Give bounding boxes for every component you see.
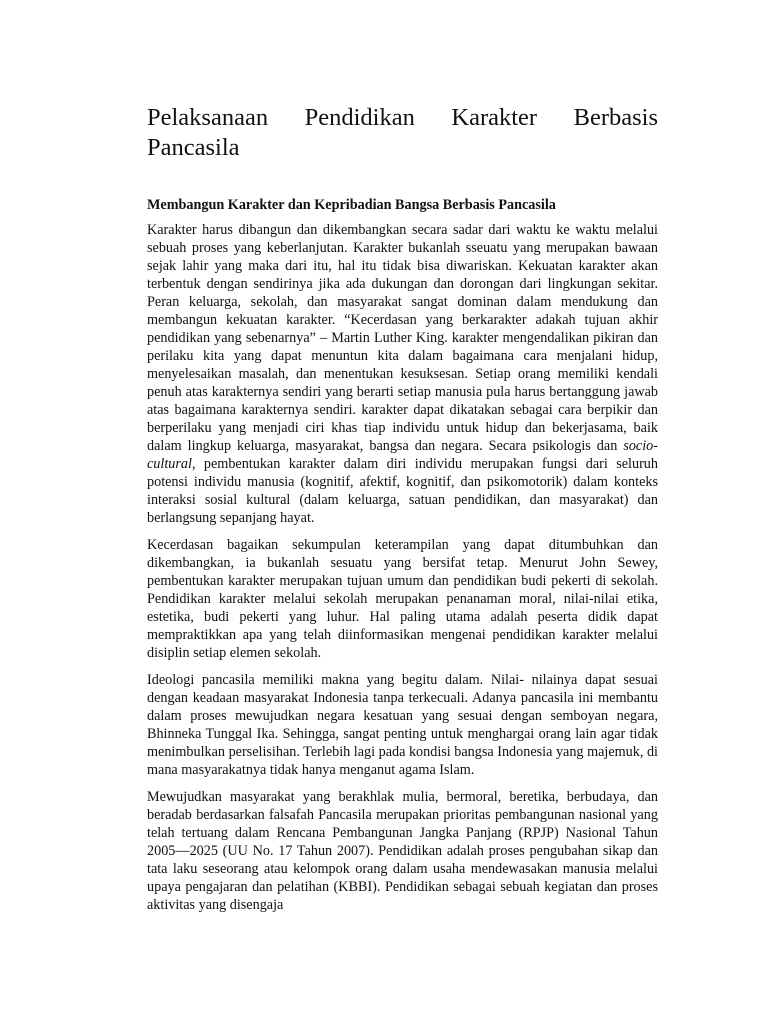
paragraph-1-text-end: , pembentukan karakter dalam diri individu merupakan fungsi dari seluruh potensi individu manusia (kognitif, afektif, kognitif, dan psikomotorik) dalam konteks interaksi sosial kultural (dalam keluarga, satuan pendidikan, dan masyarakat) dan berlangsung sepanjang hayat. (147, 456, 658, 526)
document-page (147, 103, 658, 923)
paragraph-4: Mewujudkan masyarakat yang berakhlak mulia, bermoral, beretika, berbudaya, dan beradab berdasarkan falsafah Pancasila merupakan prioritas pembangunan nasional yang telah tertuang dalam Rencana Pembangunan Jangka Panjang (RPJP) Nasional Tahun 2005—2025 (UU No. 17 Tahun 2007). Pendidikan adalah proses pengubahan sikap dan tata laku seseorang atau kelompok orang dalam usaha mendewasakan manusia melalui upaya pengajaran dan pelatihan (KBBI). Pendidikan sebagai sebuah kegiatan dan proses aktivitas yang disengaja (147, 789, 658, 913)
section-heading: Membangun Karakter dan Kepribadian Bangsa Berbasis Pancasila (147, 197, 556, 213)
paragraph-1-text-start: Karakter harus dibangun dan dikembangkan secara sadar dari waktu ke waktu melalui sebuah proses yang keberlanjutan. Karakter bukanlah sseuatu yang merupakan bawaan sejak lahir yang maka dari itu, hal itu tidak bisa diwariskan. Kekuatan karakter akan terbentuk dengan sendirinya jika ada dukungan dan dorongan dari lingkungan sekitar. Peran keluarga, sekolah, dan masyarakat sangat dominan dalam mendukung dan membangun kekuatan karakter. “Kecerdasan yang berkarakter adakah tujuan akhir pendidikan yang sebenarnya” – Martin Luther King. karakter mengendalikan pikiran dan perilaku kita yang dapat menuntun kita dalam bagaimana cara menjalani hidup, menyelesaikan masalah, dan menentukan kesuksesan. Setiap orang memiliki kendali penuh atas karakternya sendiri yang berarti setiap manusia pula harus bertanggung jawab atas bagaimana karakternya sendiri. karakter dapat dikatakan sebagai cara berpikir dan berperilaku yang menjadi ciri khas tiap individu untuk hidup dan bekerjasama, baik dalam lingkup keluarga, masyarakat, bangsa dan negara. Secara psikologis dan (147, 222, 658, 454)
paragraph-2: Kecerdasan bagaikan sekumpulan keterampilan yang dapat ditumbuhkan dan dikembangkan, ia bukanlah sesuatu yang bersifat tetap. Menurut John Sewey, pembentukan karakter merupakan tujuan umum dan pendidikan budi pekerti di sekolah. Pendidikan karakter melalui sekolah merupakan penanaman moral, nilai-nilai etika, estetika, budi pekerti yang luhur. Hal paling utama adalah peserta didik dapat mempraktikkan apa yang telah diinformasikan mengenai pendidikan karakter melalui disiplin setiap elemen sekolah. (147, 537, 658, 661)
paragraph-3: Ideologi pancasila memiliki makna yang begitu dalam. Nilai- nilainya dapat sesuai dengan keadaan masyarakat Indonesia tanpa terkecuali. Adanya pancasila ini membantu dalam proses mewujudkan negara kesatuan yang sesuai dengan semboyan negara, Bhinneka Tunggal Ika. Sehingga, sangat penting untuk menghargai orang lain agar tidak menimbulkan perselisihan. Terlebih lagi pada kondisi bangsa Indonesia yang majemuk, di mana masyarakatnya tidak hanya menganut agama Islam. (147, 672, 658, 778)
paragraph-1-italic-term: socio-cultural (147, 438, 658, 472)
document-title: Pelaksanaan Pendidikan Karakter Berbasis Pancasila (147, 104, 658, 161)
paragraph-1 (147, 221, 658, 527)
